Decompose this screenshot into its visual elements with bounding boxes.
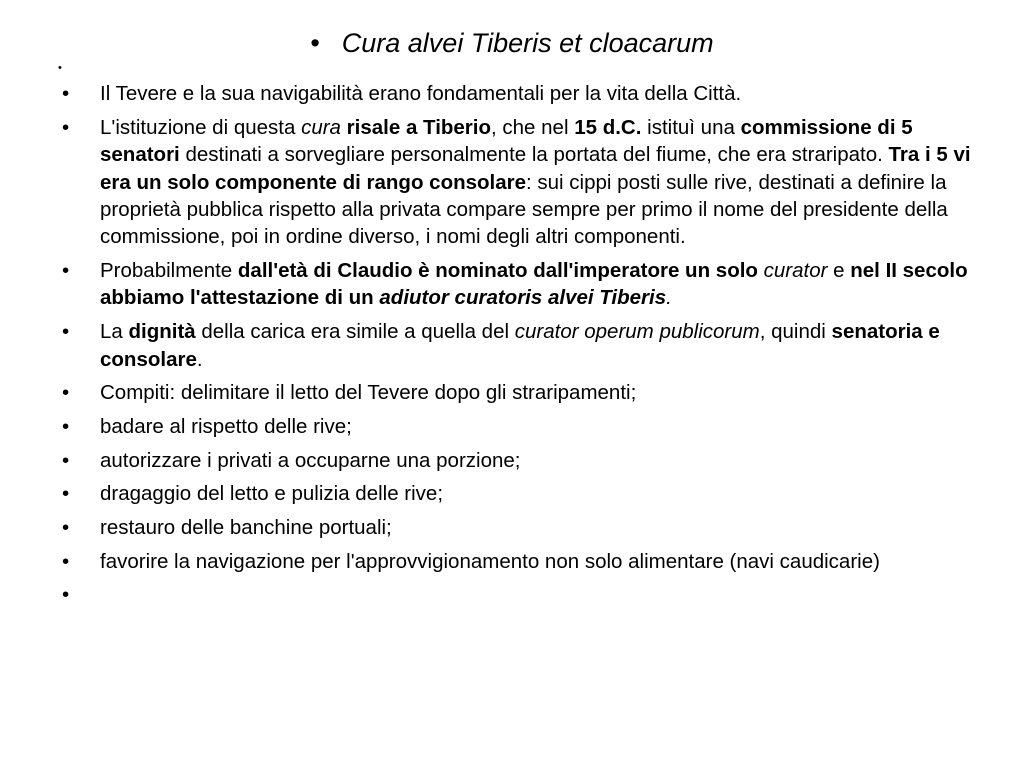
- italic-term: adiutor curatoris alvei Tiberis: [379, 286, 667, 310]
- bullet-text: Compiti: delimitare il letto del Tevere dopo gli straripamenti;: [100, 381, 637, 405]
- text-segment: e: [827, 259, 851, 283]
- bullet-item: [62, 413, 972, 440]
- text-segment: , quindi: [759, 320, 832, 344]
- bold-phrase: senatoria e consolare: [100, 320, 940, 371]
- bullet-item: [62, 447, 972, 474]
- text-segment: della carica era simile a quella del: [195, 320, 515, 344]
- bullet-marker: •: [62, 482, 70, 506]
- bullet-item: [62, 379, 972, 406]
- bullet-item: [62, 548, 972, 575]
- bullet-text: Il Tevere e la sua navigabilità erano fondamentali per la vita della Città.: [100, 82, 742, 105]
- bold-phrase: risale a Tiberio: [346, 115, 492, 139]
- italic-term: curator: [763, 259, 828, 283]
- empty-bullet-small: •: [58, 62, 62, 74]
- text-segment: .: [196, 347, 203, 371]
- text-segment: , che nel: [491, 115, 575, 139]
- text-segment: istituì una: [641, 115, 741, 139]
- bullet-marker: •: [62, 448, 70, 472]
- bullet-text: autorizzare i privati a occuparne una porzione;: [100, 448, 521, 472]
- bullet-item: [62, 257, 972, 312]
- bullet-marker: •: [62, 259, 70, 283]
- bullet-marker: •: [62, 82, 70, 105]
- bullet-text: favorire la navigazione per l'approvvigionamento non solo alimentare (navi caudicarie): [100, 549, 880, 573]
- bullet-marker: •: [62, 549, 70, 573]
- bold-phrase: commissione di 5 senatori: [100, 115, 913, 167]
- italic-term: cura: [301, 115, 341, 139]
- bullet-marker: •: [62, 320, 70, 344]
- bullet-marker: •: [62, 115, 70, 139]
- bold-phrase: Tra i 5 vi era un solo componente di rango consolare: [100, 143, 971, 194]
- bold-phrase: dall'età di Claudio è nominato dall'imperatore un solo: [237, 259, 758, 283]
- title-bullet: •: [310, 28, 320, 58]
- bullet-text: dragaggio del letto e pulizia delle rive;: [100, 482, 444, 506]
- bullet-item: [62, 80, 972, 107]
- slide-title: [0, 26, 1024, 60]
- text-segment: : sui cippi posti sulle rive, destinati a definire la proprietà pubblica rispetto alla privata compare sempre per primo il nome del presidente della commissione, poi in ordine diverso, i nomi degli altri componenti.: [100, 170, 948, 249]
- text-segment: destinati a sorvegliare personalmente la portata del fiume, che era straripato.: [179, 143, 889, 167]
- title-text: Cura alvei Tiberis et cloacarum: [341, 28, 714, 58]
- italic-text-segment: .: [666, 286, 672, 310]
- bullet-item: [62, 514, 972, 541]
- empty-bullet-item: [62, 581, 972, 608]
- text-segment: L'istituzione di questa: [100, 115, 302, 139]
- bold-italic-term: [379, 286, 666, 309]
- bullet-marker: •: [62, 516, 70, 540]
- bullet-item: [62, 318, 972, 373]
- bold-phrase: dignità: [128, 320, 196, 344]
- bullet-marker: •: [62, 414, 70, 438]
- italic-term: curator operum publicorum: [514, 320, 760, 344]
- bullet-marker: •: [62, 381, 70, 405]
- bullet-list: [62, 80, 972, 615]
- bullet-text: restauro delle banchine portuali;: [100, 516, 392, 540]
- text-segment: Probabilmente: [100, 259, 238, 283]
- bullet-item: [62, 114, 972, 251]
- text-segment: La: [100, 320, 129, 344]
- bullet-text: badare al rispetto delle rive;: [100, 414, 352, 438]
- bullet-item: [62, 480, 972, 507]
- bold-phrase: 15 d.C.: [574, 115, 642, 139]
- bold-phrase: nel II secolo abbiamo l'attestazione di un: [100, 259, 968, 310]
- bullet-marker: •: [62, 583, 70, 607]
